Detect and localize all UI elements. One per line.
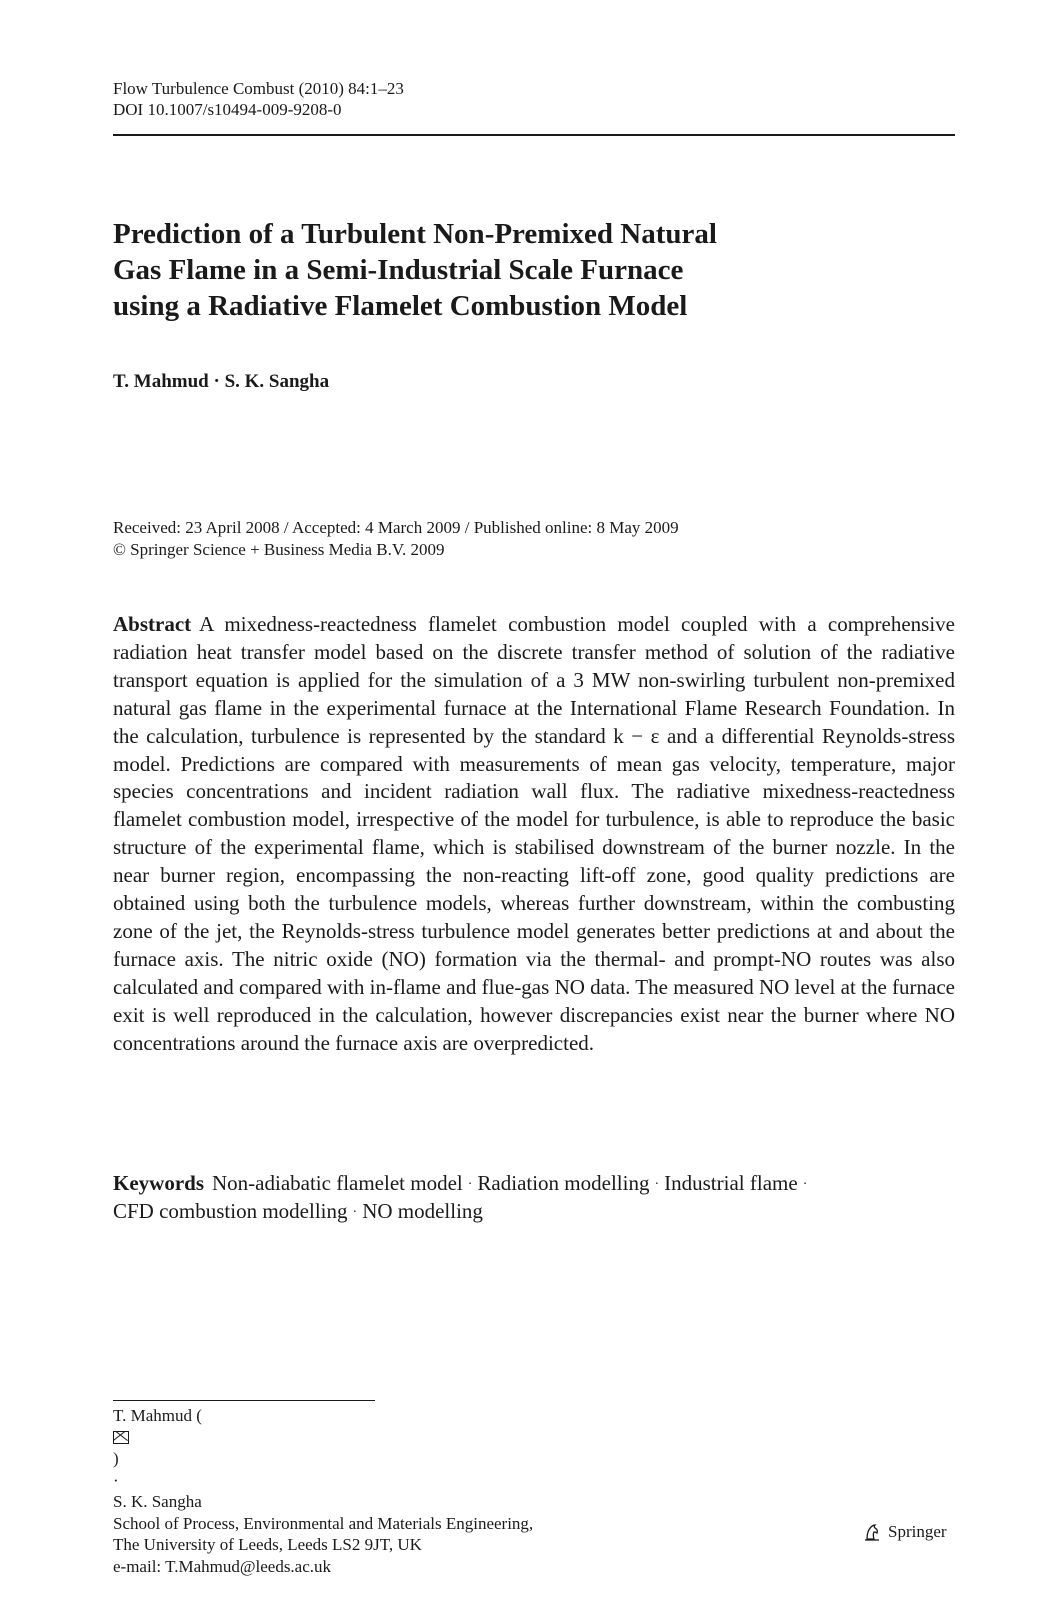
envelope-icon bbox=[113, 1431, 129, 1444]
paren-close: ) bbox=[113, 1449, 119, 1468]
corresponding-author-line bbox=[113, 1405, 813, 1513]
keyword-separator: · bbox=[352, 1205, 358, 1220]
title-line-2: Gas Flame in a Semi-Industrial Scale Furnace bbox=[113, 254, 684, 286]
email-line[interactable]: e-mail: T.Mahmud@leeds.ac.uk bbox=[113, 1556, 332, 1576]
springer-horse-icon bbox=[862, 1522, 882, 1542]
author-footnote bbox=[113, 1405, 813, 1577]
author-list bbox=[113, 371, 329, 393]
abstract-label: Abstract bbox=[113, 612, 192, 636]
keyword: CFD combustion modelling bbox=[113, 1199, 348, 1223]
keyword: Non-adiabatic flamelet model bbox=[212, 1171, 463, 1195]
keyword: Radiation modelling bbox=[477, 1171, 650, 1195]
author-name: S. K. Sangha bbox=[224, 371, 330, 392]
keyword-separator: · bbox=[802, 1177, 808, 1192]
keywords bbox=[113, 1170, 955, 1226]
affiliation-line: School of Process, Environmental and Materials Engineering, bbox=[113, 1513, 534, 1533]
author-separator: · bbox=[113, 1470, 119, 1490]
copyright-line: © Springer Science + Business Media B.V. 2009 bbox=[113, 540, 445, 559]
date-history: Received: 23 April 2008 / Accepted: 4 March 2009 / Published online: 8 May 2009 bbox=[113, 518, 679, 537]
co-author: S. K. Sangha bbox=[113, 1492, 202, 1511]
author-separator: · bbox=[213, 371, 220, 392]
title-line-3: using a Radiative Flamelet Combustion Model bbox=[113, 290, 688, 322]
publisher-logo bbox=[862, 1522, 947, 1542]
header-rule bbox=[113, 134, 955, 136]
keyword: NO modelling bbox=[362, 1199, 483, 1223]
footnote-rule bbox=[113, 1400, 375, 1401]
corresponding-author: T. Mahmud ( bbox=[113, 1406, 202, 1425]
article-title bbox=[113, 216, 873, 324]
doi: DOI 10.1007/s10494-009-9208-0 bbox=[113, 100, 342, 119]
publication-history bbox=[113, 517, 955, 561]
abstract-text: A mixedness-reactedness flamelet combustion model coupled with a comprehensive radiation heat transfer model based on the discrete transfer method of solution of the radiative transport equation is applied for the simulation of a 3 MW non-swirling turbulent non-premixed natural gas flame in the experimental furnace at the International Flame Research Foundation. In the calculation, turbulence is represented by the standard k − ε and a differential Reynolds-stress model. Predictions are compared with measurements of mean gas velocity, temperature, major species concentrations and incident radiation wall flux. The radiative mixedness-reactedness flamelet combustion model, irrespective of the model for turbulence, is able to reproduce the basic structure of the experimental flame, which is stabilised downstream of the burner nozzle. In the near burner region, encompassing the non-reacting lift-off zone, good quality predictions are obtained using both the turbulence models, whereas further downstream, within the combusting zone of the jet, the Reynolds-stress turbulence model generates better predictions at and about the furnace axis. The nitric oxide (NO) formation via the thermal- and prompt-NO routes was also calculated and compared with in-flame and flue-gas NO data. The measured NO level at the furnace exit is well reproduced in the calculation, however discrepancies exist near the burner where NO concentrations around the furnace axis are overpredicted. bbox=[113, 612, 955, 1055]
keyword-separator: · bbox=[654, 1177, 660, 1192]
keywords-label: Keywords bbox=[113, 1171, 204, 1195]
journal-header bbox=[113, 78, 955, 120]
journal-citation: Flow Turbulence Combust (2010) 84:1–23 bbox=[113, 79, 404, 98]
publisher-name: Springer bbox=[888, 1522, 947, 1541]
abstract bbox=[113, 611, 955, 1058]
author-name: T. Mahmud bbox=[113, 371, 209, 392]
affiliation-line: The University of Leeds, Leeds LS2 9JT, UK bbox=[113, 1535, 422, 1554]
keyword-separator: · bbox=[467, 1177, 473, 1192]
keyword: Industrial flame bbox=[664, 1171, 798, 1195]
title-line-1: Prediction of a Turbulent Non-Premixed Natural bbox=[113, 218, 717, 250]
